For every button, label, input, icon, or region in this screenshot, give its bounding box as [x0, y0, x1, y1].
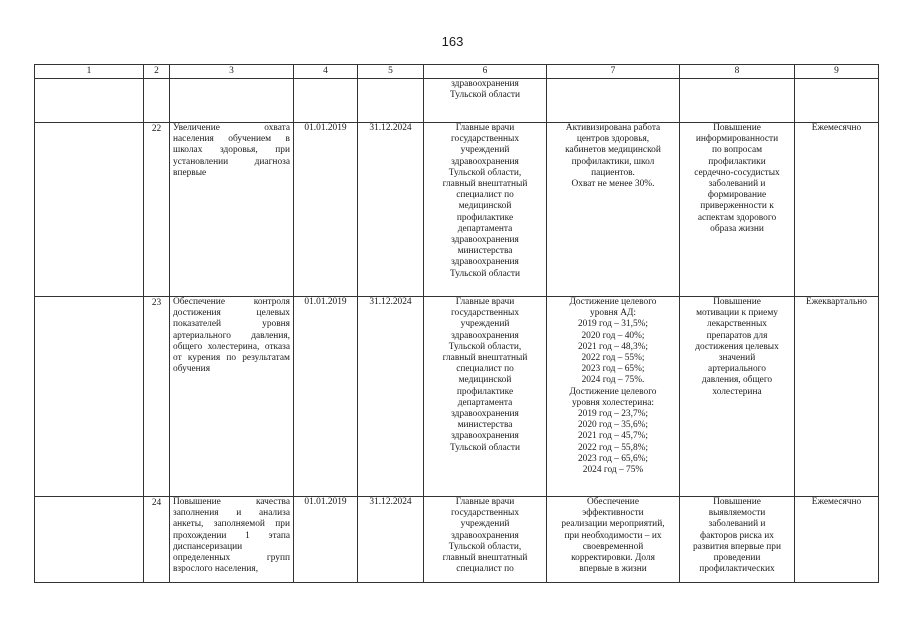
column-header: 3 [170, 65, 294, 79]
empty-cell [35, 123, 144, 297]
period-cell: Ежемесячно [795, 497, 879, 583]
column-header: 8 [680, 65, 795, 79]
period-cell: Ежеквартально [795, 297, 879, 497]
result-cell: Активизирована работа центров здоровья, кабинетов медицинской профилактики, школ пациентов. Охват не менее 30%. [547, 123, 680, 297]
header-row [35, 65, 879, 79]
table-row [35, 79, 879, 123]
column-header: 6 [424, 65, 547, 79]
empty-cell [358, 79, 424, 123]
end-date: 31.12.2024 [358, 123, 424, 297]
empty-cell [680, 79, 795, 123]
executor-cell: Главные врачи государственных учреждений здравоохранения Тульской области, главный внештатный специалист по медицинской профилактике департамента здравоохранения министерства здравоохранения Тульской области [424, 123, 547, 297]
empty-cell [35, 297, 144, 497]
start-date: 01.01.2019 [294, 297, 358, 497]
empty-cell [144, 79, 170, 123]
table-row [35, 123, 879, 297]
column-header: 7 [547, 65, 680, 79]
empty-cell [294, 79, 358, 123]
column-header: 4 [294, 65, 358, 79]
executor-cell: здравоохранения Тульской области [424, 79, 547, 123]
row-number: 24 [144, 497, 170, 583]
period-cell: Ежемесячно [795, 123, 879, 297]
measure-name: Повышение качества заполнения и анализа анкеты, заполняемой при прохождении 1 этапа диспансеризации определенных групп взрослого населения, [170, 497, 294, 583]
effect-cell: Повышение выявляемости заболеваний и факторов риска их развития впервые при проведении профилактических [680, 497, 795, 583]
table-row [35, 297, 879, 497]
row-number: 23 [144, 297, 170, 497]
table-row [35, 497, 879, 583]
measures-table [34, 64, 879, 583]
measure-name: Обеспечение контроля достижения целевых показателей уровня артериального давления, общего холестерина, отказа от курения по результатам обучения [170, 297, 294, 497]
executor-cell: Главные врачи государственных учреждений здравоохранения Тульской области, главный внештатный специалист по [424, 497, 547, 583]
start-date: 01.01.2019 [294, 123, 358, 297]
column-header: 9 [795, 65, 879, 79]
result-cell: Достижение целевого уровня АД: 2019 год – 31,5%; 2020 год – 40%; 2021 год – 48,3%; 2022 год – 55%; 2023 год – 65%; 2024 год – 75%. Достижение целевого уровня холестерина: 2019 год – 23,7%; 2020 год – 35,6%; 2021 год – 45,7%; 2022 год – 55,8%; 2023 год – 65,6%; 2024 год – 75% [547, 297, 680, 497]
column-header: 1 [35, 65, 144, 79]
empty-cell [170, 79, 294, 123]
effect-cell: Повышение информированности по вопросам профилактики сердечно-сосудистых заболеваний и формирование приверженности к аспектам здорового образа жизни [680, 123, 795, 297]
empty-cell [35, 497, 144, 583]
end-date: 31.12.2024 [358, 297, 424, 497]
effect-cell: Повышение мотивации к приему лекарственных препаратов для достижения целевых значений артериального давления, общего холестерина [680, 297, 795, 497]
executor-cell: Главные врачи государственных учреждений здравоохранения Тульской области, главный внештатный специалист по медицинской профилактике департамента здравоохранения министерства здравоохранения Тульской области [424, 297, 547, 497]
end-date: 31.12.2024 [358, 497, 424, 583]
empty-cell [547, 79, 680, 123]
measure-name: Увеличение охвата населения обучением в школах здоровья, при установлении диагноза впервые [170, 123, 294, 297]
row-number: 22 [144, 123, 170, 297]
page-number: 163 [441, 34, 464, 49]
column-header: 5 [358, 65, 424, 79]
column-header: 2 [144, 65, 170, 79]
empty-cell [795, 79, 879, 123]
result-cell: Обеспечение эффективности реализации мероприятий, при необходимости – их своевременной корректировки. Доля впервые в жизни [547, 497, 680, 583]
empty-cell [35, 79, 144, 123]
start-date: 01.01.2019 [294, 497, 358, 583]
